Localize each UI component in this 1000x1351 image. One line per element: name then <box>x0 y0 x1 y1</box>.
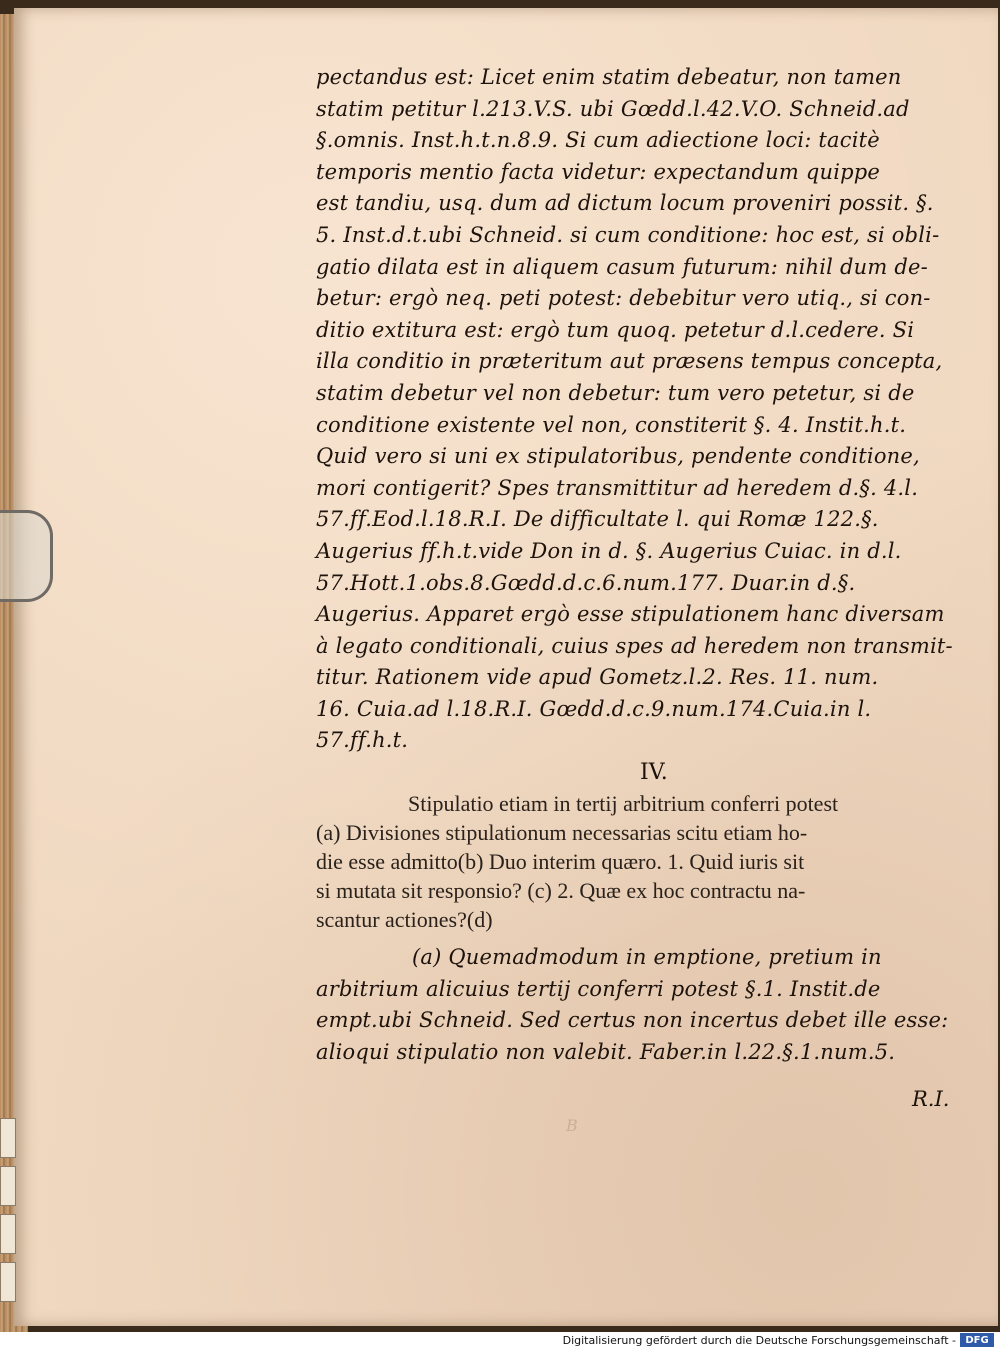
note-line: arbitrium alicuius tertij conferri potest §.1. Instit.de <box>316 976 881 1001</box>
signature-mark: B <box>566 1116 578 1135</box>
text-line: temporis mentio facta videtur: expectandum quippe <box>316 159 881 184</box>
section-heading: IV. <box>640 760 668 786</box>
summary-line: Stipulatio etiam in tertij arbitrium conferri potest <box>408 791 839 817</box>
note-line: (a) Quemadmodum in emptione, pretium in <box>412 945 882 970</box>
text-line: Augerius ff.h.t.vide Don in d. §. Augerius Cuiac. in d.l. <box>316 538 902 563</box>
text-line: 16. Cuia.ad l.18.R.I. Gœdd.d.c.9.num.174.Cuia.in l. <box>316 696 872 721</box>
summary-line: (a) Divisiones stipulationum necessarias scitu etiam ho- <box>316 820 808 846</box>
text-line: §.omnis. Inst.h.t.n.8.9. Si cum adiectione loci: tacitè <box>316 128 880 153</box>
scale-tab <box>0 1118 16 1158</box>
text-line: mori contigerit? Spes transmittitur ad heredem d.§. 4.l. <box>316 475 919 500</box>
text-line: statim petitur l.213.V.S. ubi Gœdd.l.42.V.O. Schneid.ad <box>316 96 910 121</box>
text-line: à legato conditionali, cuius spes ad heredem non transmit- <box>316 633 953 658</box>
summary-line: die esse admitto(b) Duo interim quæro. 1. Quid iuris sit <box>316 849 805 875</box>
scale-tab <box>0 1214 16 1254</box>
funding-credit: Digitalisierung gefördert durch die Deutsche Forschungsgemeinschaft - <box>562 1334 956 1347</box>
text-line: 57.ff.h.t. <box>316 728 409 753</box>
scale-tab <box>0 1262 16 1302</box>
catchword: R.I. <box>912 1087 950 1111</box>
main-text <box>316 62 966 1068</box>
text-line: 57.ff.Eod.l.18.R.I. De difficultate l. qui Romæ 122.§. <box>316 507 879 532</box>
text-line: betur: ergò neq. peti potest: debebitur vero utiq., si con- <box>316 286 931 311</box>
text-line: illa conditio in præteritum aut præsens tempus concepta, <box>316 349 943 374</box>
text-line: 5. Inst.d.t.ubi Schneid. si cum conditione: hoc est, si obli- <box>316 222 940 247</box>
footer-bar <box>0 1332 1000 1351</box>
text-line: est tandiu, usq. dum ad dictum locum proveniri possit. §. <box>316 191 934 216</box>
note-line: empt.ubi Schneid. Sed certus non incertus debet ille esse: <box>316 1008 949 1033</box>
text-line: 57.Hott.1.obs.8.Gœdd.d.c.6.num.177. Duar.in d.§. <box>316 570 856 595</box>
summary-line: scantur actiones?(d) <box>316 907 493 933</box>
text-line: Augerius. Apparet ergò esse stipulationem hanc diversam <box>316 602 945 627</box>
text-line: ditio extitura est: ergò tum quoq. petetur d.l.cedere. Si <box>316 317 915 342</box>
note-line: alioqui stipulatio non valebit. Faber.in l.22.§.1.num.5. <box>316 1039 896 1064</box>
text-line: pectandus est: Licet enim statim debeatur, non tamen <box>316 65 902 89</box>
text-line: Quid vero si uni ex stipulatoribus, pendente conditione, <box>316 444 920 469</box>
text-line: titur. Rationem vide apud Gometz.l.2. Res. 11. num. <box>316 665 879 690</box>
text-line: statim debetur vel non debetur: tum vero petetur, si de <box>316 380 915 405</box>
page-clip <box>0 510 53 602</box>
text-line: gatio dilata est in aliquem casum futurum: nihil dum de- <box>316 254 928 279</box>
text-line: conditione existente vel non, constiterit §. 4. Instit.h.t. <box>316 412 907 437</box>
scale-tab <box>0 1166 16 1206</box>
summary-line: si mutata sit responsio? (c) 2. Quæ ex hoc contractu na- <box>316 878 806 904</box>
dfg-logo-icon: DFG <box>960 1333 994 1347</box>
